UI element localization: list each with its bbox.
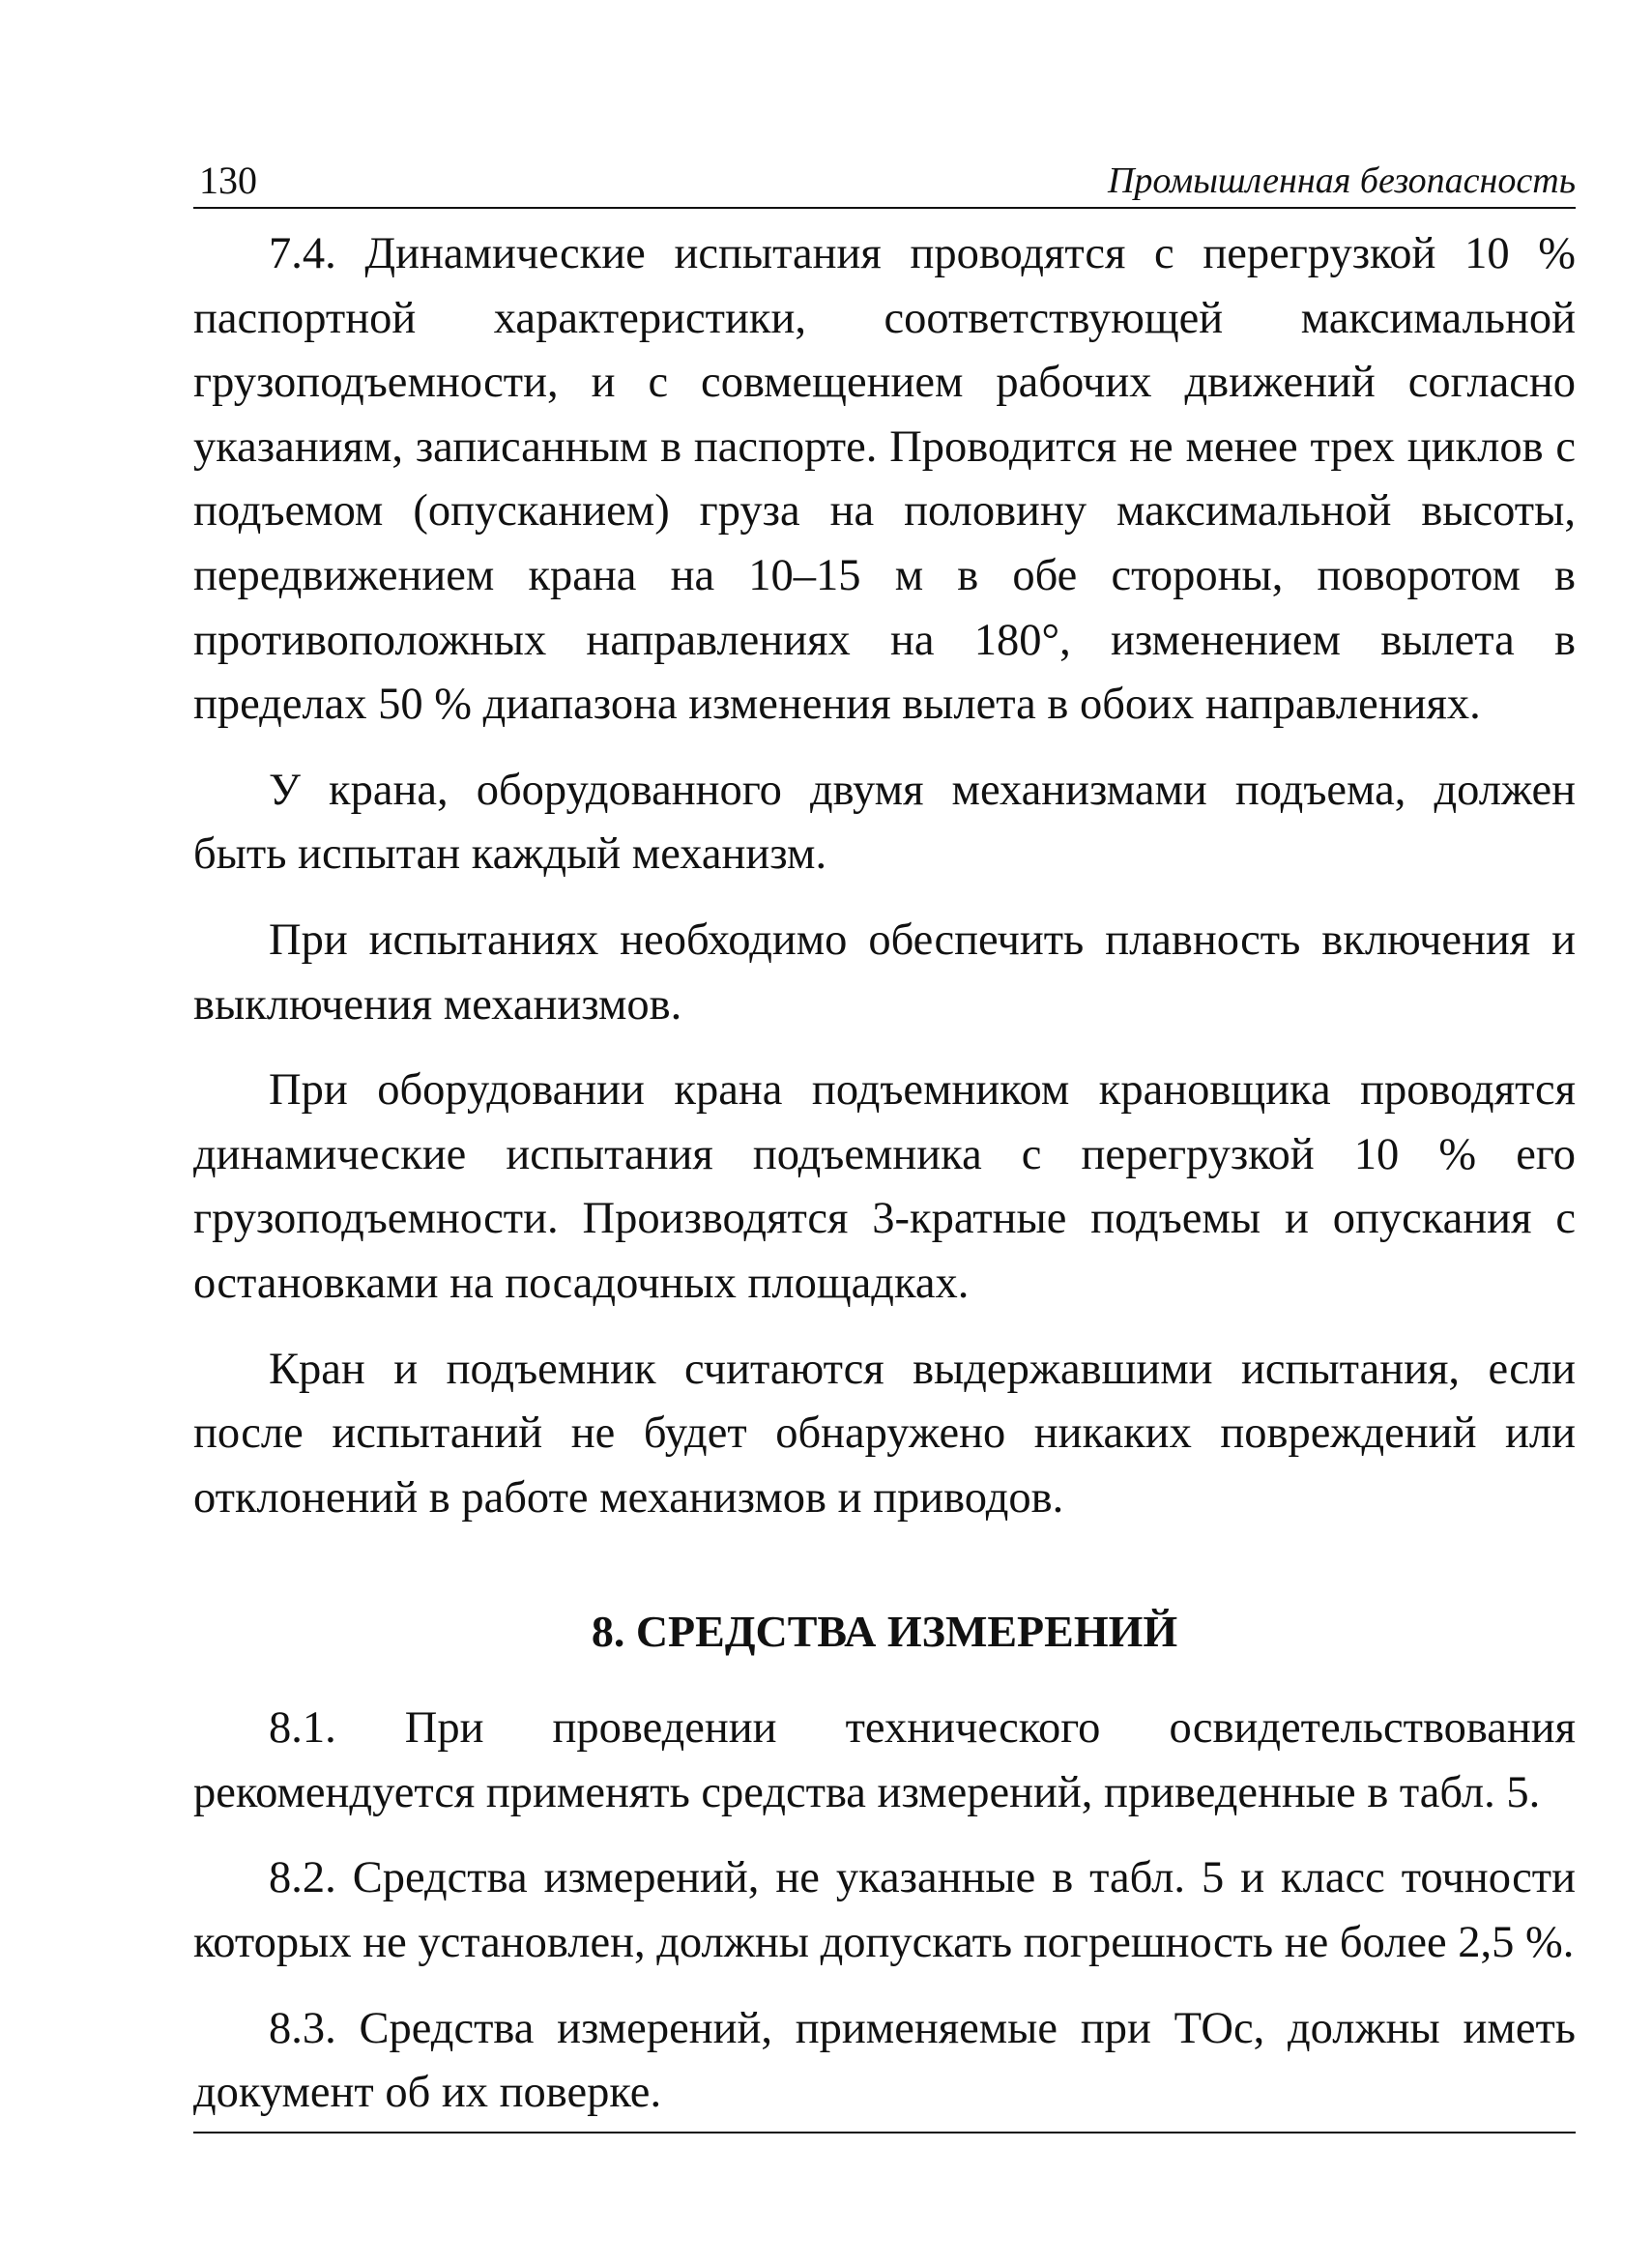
paragraph-operator-lift: При оборудовании крана подъемником крановщика проводятся динамические испытания подъемника с перегрузкой 10 % его грузоподъемности. Производятся 3-кратные подъемы и опускания с остановками на посадочных площадках.	[193, 1065, 1576, 1308]
page-number: 130	[199, 159, 257, 202]
paragraph-smoothness: При испытаниях необходимо обеспечить плавность включения и выключения механизмов.	[193, 914, 1576, 1030]
paragraph-8-3: 8.3. Средства измерений, применяемые при ТОс, должны иметь документ об их поверке.	[193, 2003, 1576, 2118]
running-header	[193, 155, 1576, 209]
paragraph-two-mechanisms: У крана, оборудованного двумя механизмами подъема, должен быть испытан каждый механизм.	[193, 765, 1576, 880]
book-title: Промышленная безопасность	[1107, 160, 1576, 201]
document-page	[193, 155, 1576, 2147]
paragraph-7-4: 7.4. Динамические испытания проводятся с перегрузкой 10 % паспортной характеристики, соответствующей максимальной грузоподъемности, и с совмещением рабочих движений согласно указаниям, записанным в паспорте. Проводится не менее трех циклов с подъемом (опусканием) груза на половину максимальной высоты, передвижением крана на 10–15 м в обе стороны, поворотом в противоположных направлениях на 180°, изменением вылета в пределах 50 % диапазона изменения вылета в обоих направлениях.	[193, 229, 1576, 730]
body-text	[193, 222, 1576, 2126]
paragraph-8-2: 8.2. Средства измерений, не указанные в табл. 5 и класс точности которых не установлен, должны допускать погрешность не более 2,5 %.	[193, 1853, 1576, 1968]
paragraph-test-passed: Кран и подъемник считаются выдержавшими испытания, если после испытаний не будет обнаружено никаких повреждений или отклонений в работе механизмов и приводов.	[193, 1344, 1576, 1523]
footer-rule	[193, 2132, 1576, 2133]
paragraph-8-1: 8.1. При проведении технического освидетельствования рекомендуется применять средства измерений, приведенные в табл. 5.	[193, 1703, 1576, 1817]
section-heading: 8. СРЕДСТВА ИЗМЕРЕНИЙ	[591, 1607, 1178, 1657]
